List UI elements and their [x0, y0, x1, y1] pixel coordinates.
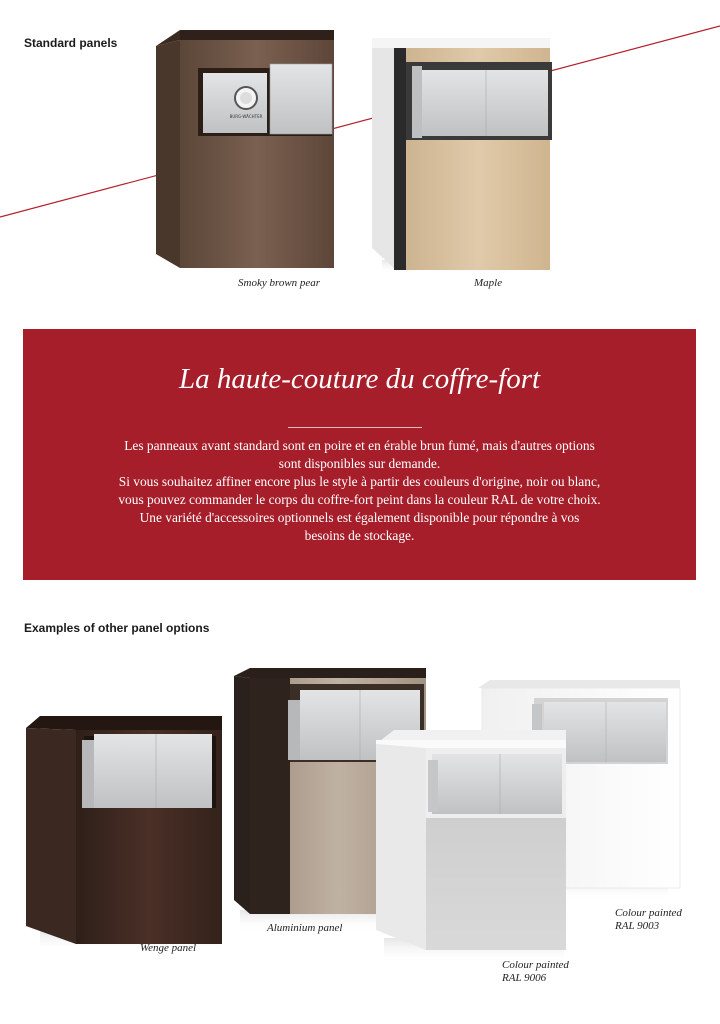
banner-line: sont disponibles sur demande. — [278, 456, 441, 471]
safe-maple — [372, 38, 552, 274]
caption-aluminium-panel: Aluminium panel — [267, 922, 343, 934]
standard-panels-heading: Standard panels — [24, 36, 118, 50]
banner-line: Une variété d'accessoires optionnels est également disponible pour répondre à vos — [139, 510, 580, 525]
banner-description — [49, 437, 670, 545]
safe-ral-9006 — [376, 730, 566, 964]
safe-smoky-brown-pear — [156, 30, 334, 268]
banner-line: vous pouvez commander le corps du coffre-fort peint dans la couleur RAL de votre choix. — [118, 492, 601, 507]
caption-ral-9003 — [615, 907, 682, 933]
caption-wenge-panel: Wenge panel — [140, 942, 197, 954]
haute-couture-banner — [23, 329, 696, 580]
caption-ral-9006-line2: RAL 9006 — [502, 972, 547, 984]
caption-maple: Maple — [474, 277, 503, 289]
caption-ral-9006 — [502, 959, 569, 985]
decorative-red-line — [0, 26, 720, 217]
caption-ral-9003-line1: Colour painted — [615, 907, 682, 919]
banner-divider — [288, 427, 422, 428]
caption-ral-9003-line2: RAL 9003 — [615, 920, 660, 932]
safe-wenge — [26, 716, 222, 952]
other-panel-options-heading: Examples of other panel options — [24, 621, 210, 635]
banner-line: besoins de stockage. — [304, 528, 415, 543]
banner-title: La haute-couture du coffre-fort — [178, 363, 541, 395]
banner-line: Les panneaux avant standard sont en poire et en érable brun fumé, mais d'autres options — [124, 438, 595, 453]
caption-ral-9006-line1: Colour painted — [502, 959, 569, 971]
banner-line: Si vous souhaitez affiner encore plus le style à partir des couleurs d'origine, noir ou blanc, — [118, 474, 601, 489]
caption-smoky-brown-pear: Smoky brown pear — [238, 277, 321, 289]
keypad-brand: BURG-WÄCHTER — [229, 114, 263, 119]
